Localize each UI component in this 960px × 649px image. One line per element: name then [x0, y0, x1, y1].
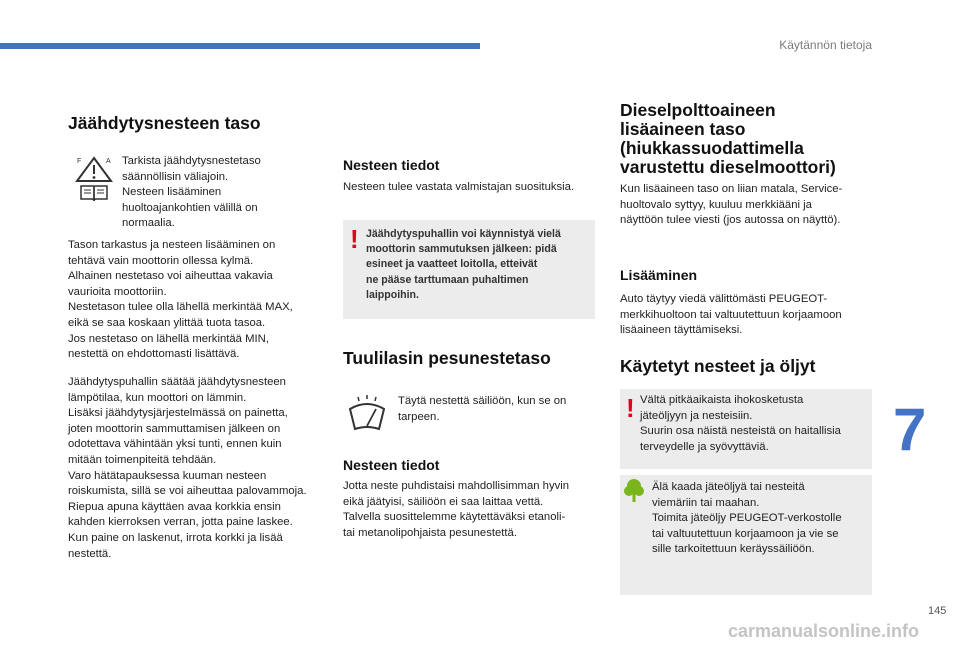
subtitle-fluid-info-2: Nesteen tiedot — [343, 457, 440, 473]
fluid-info-text-2: Jotta neste puhdistaisi mahdollisimman hyvin eikä jäätyisi, säiliöön ei saa laittaa vettä. Talvella suosittelemme käytettäväksi etanoli- tai metanolipohjaista pesunestettä. — [343, 480, 570, 539]
eco-tree-icon — [624, 478, 644, 504]
manual-book-icon — [79, 183, 109, 203]
washer-icon-text: Täytä nestettä säiliöön, kun se on tarpeen. — [398, 395, 567, 423]
windscreen-washer-icon — [346, 393, 388, 435]
page-number: 145 — [928, 605, 947, 617]
subtitle-adding: Lisääminen — [620, 267, 698, 283]
coolant-icon-text: Tarkista jäähdytysnestetaso säännöllisin väliajoin. Nesteen lisääminen huoltoajankohtien välillä on normaalia. — [122, 155, 261, 230]
svg-text:F: F — [77, 158, 82, 165]
warning-exclamation-icon-2: ! — [626, 393, 635, 423]
chapter-number: 7 — [893, 396, 927, 463]
coolant-paragraph-2: Jäähdytyspuhallin säätää jäähdytysnesteen lämpötilaa, kun moottori on lämmin. Lisäksi jäähdytysjärjestelmässä on painetta, joten moottorin sammuttamisen jälkeen on odotettava vähintään yksi tunti, ennen kuin mitään toimenpiteitä tehdään. Varo hätätapauksessa kuuman nesteen roiskumista, sillä se voi aiheuttaa palovammoja. Riepua apuna käyttäen avaa korkkia ensin kahden kierroksen verran, jotta paine laskee. Kun paine on laskenut, irrota korkki ja lisää nestettä. — [68, 376, 307, 560]
svg-text:A: A — [106, 158, 111, 165]
skin-warning-text: Vältä pitkäaikaista ihokosketusta jäteöljyyn ja nesteisiin. Suurin osa näistä nesteistä on haitallisia terveydelle ja syövyttäviä. — [640, 394, 841, 453]
fluid-info-text-1: Nesteen tulee vastata valmistajan suosituksia. — [343, 181, 575, 193]
page-header-title: Käytännön tietoja — [779, 38, 872, 52]
section-title-used-fluids: Käytetyt nesteet ja öljyt — [620, 356, 816, 376]
section-title-washer: Tuulilasin pesunestetaso — [343, 348, 551, 368]
adding-text: Auto täytyy viedä välittömästi PEUGEOT- merkkihuoltoon tai valtuutettuun korjaamoon lisäaineen täyttämiseksi. — [620, 293, 842, 337]
watermark: carmanualsonline.info — [728, 621, 920, 641]
coolant-paragraph-1: Tason tarkastus ja nesteen lisääminen on tehtävä vain moottorin ollessa kylmä. Alhainen nestetaso voi aiheuttaa vakavia vaurioita moottoriin. Nestetason tulee olla lähellä merkintää MAX, eikä se saa koskaan ylittää tuota tasoa. Jos nestetaso on lähellä merkintää MIN, nestettä on ehdottomasti lisättävä. — [68, 239, 293, 361]
section-title-diesel-additive: Dieselpolttoaineen lisäaineen taso (hiukkassuodattimella varustettu dieselmoottori) — [620, 100, 836, 177]
section-title-coolant: Jäähdytysnesteen taso — [68, 113, 261, 133]
warning-exclamation-icon: ! — [350, 224, 359, 254]
coolant-check-icon — [74, 155, 114, 183]
fan-warning-text: Jäähdytyspuhallin voi käynnistyä vielä moottorin sammutuksen jälkeen: pidä esineet ja vaatteet loitolla, etteivät ne pääse tarttumaan puhaltimen laippoihin. — [366, 228, 561, 301]
eco-info-text: Älä kaada jäteöljyä tai nesteitä viemäriin tai maahan. Toimita jäteöljy PEUGEOT-verkostolle tai valtuutettuun korjaamoon ja vie se sille tarkoitettuun keräyssäiliöön. — [652, 481, 842, 556]
subtitle-fluid-info-1: Nesteen tiedot — [343, 157, 440, 173]
top-accent-bar — [0, 43, 480, 49]
diesel-additive-text: Kun lisäaineen taso on liian matala, Service- huoltovalo syttyy, kuuluu merkkiääni ja näyttöön tulee viesti (jos autossa on näyttö). — [620, 183, 843, 227]
